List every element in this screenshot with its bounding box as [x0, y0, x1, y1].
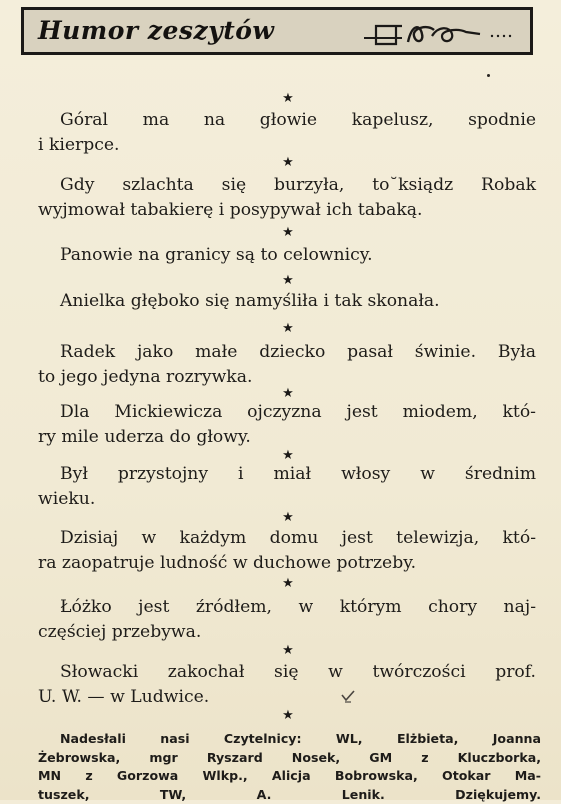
joke-line: to jego jedyna rozrywka. — [38, 365, 536, 390]
column-title: Humor zeszytów — [38, 16, 274, 45]
star-separator: ★ — [282, 322, 294, 335]
joke-line: Panowie na granicy są to celownicy. — [38, 243, 536, 268]
joke-line: ra zaopatruje ludność w duchowe potrzeby. — [38, 551, 536, 576]
joke-entry — [38, 173, 536, 223]
joke-line: Dzisiaj w każdym domu jest telewizja, któ- — [38, 526, 536, 551]
joke-line: Był przystojny i miał włosy w średnim — [38, 462, 536, 487]
star-separator: ★ — [282, 387, 294, 400]
joke-line: U. W. — w Ludwice. — [38, 685, 536, 710]
joke-line: ry mile uderza do głowy. — [38, 425, 536, 450]
star-separator: ★ — [282, 449, 294, 462]
joke-entry — [38, 289, 536, 314]
column-banner — [21, 7, 533, 55]
joke-entry — [38, 462, 536, 512]
star-separator: ★ — [282, 644, 294, 657]
credit-line: tuszek, TW, A. Lenik. Dziękujemy. — [38, 786, 541, 804]
joke-line: Dla Mickiewicza ojczyzna jest miodem, któ- — [38, 400, 536, 425]
star-separator: ★ — [282, 577, 294, 590]
star-separator: ★ — [282, 226, 294, 239]
joke-line: wieku. — [38, 487, 536, 512]
joke-entry — [38, 108, 536, 158]
joke-entry — [38, 243, 536, 268]
joke-line: Słowacki zakochał się w twórczości prof. — [38, 660, 536, 685]
joke-entry — [38, 400, 536, 450]
joke-line: Anielka głęboko się namyśliła i tak skonała. — [38, 289, 536, 314]
joke-entry — [38, 660, 536, 710]
joke-line: Gdy szlachta się burzyła, to˘ksiądz Robak — [38, 173, 536, 198]
star-separator: ★ — [282, 511, 294, 524]
ink-speck — [487, 74, 490, 77]
star-separator: ★ — [282, 156, 294, 169]
star-separator: ★ — [282, 709, 294, 722]
joke-entry — [38, 595, 536, 645]
contributors-credit — [38, 730, 541, 804]
joke-entry — [38, 526, 536, 576]
star-separator: ★ — [282, 274, 294, 287]
joke-line: częściej przebywa. — [38, 620, 536, 645]
credit-line: Żebrowska, mgr Ryszard Nosek, GM z Kluczborka, — [38, 749, 541, 768]
star-separator: ★ — [282, 92, 294, 105]
signature-scribble-icon — [362, 18, 532, 48]
joke-line: Góral ma na głowie kapelusz, spodnie — [38, 108, 536, 133]
pencil-check-mark-icon — [339, 688, 357, 704]
joke-entry — [38, 340, 536, 390]
joke-line: i kierpce. — [38, 133, 536, 158]
joke-line: Łóżko jest źródłem, w którym chory naj- — [38, 595, 536, 620]
credit-line: MN z Gorzowa Wlkp., Alicja Bobrowska, Otokar Ma- — [38, 767, 541, 786]
joke-line: Radek jako małe dziecko pasał świnie. Była — [38, 340, 536, 365]
credit-line: Nadesłali nasi Czytelnicy: WL, Elżbieta, Joanna — [38, 730, 541, 749]
joke-line: wyjmował tabakierę i posypywał ich tabaką. — [38, 198, 536, 223]
